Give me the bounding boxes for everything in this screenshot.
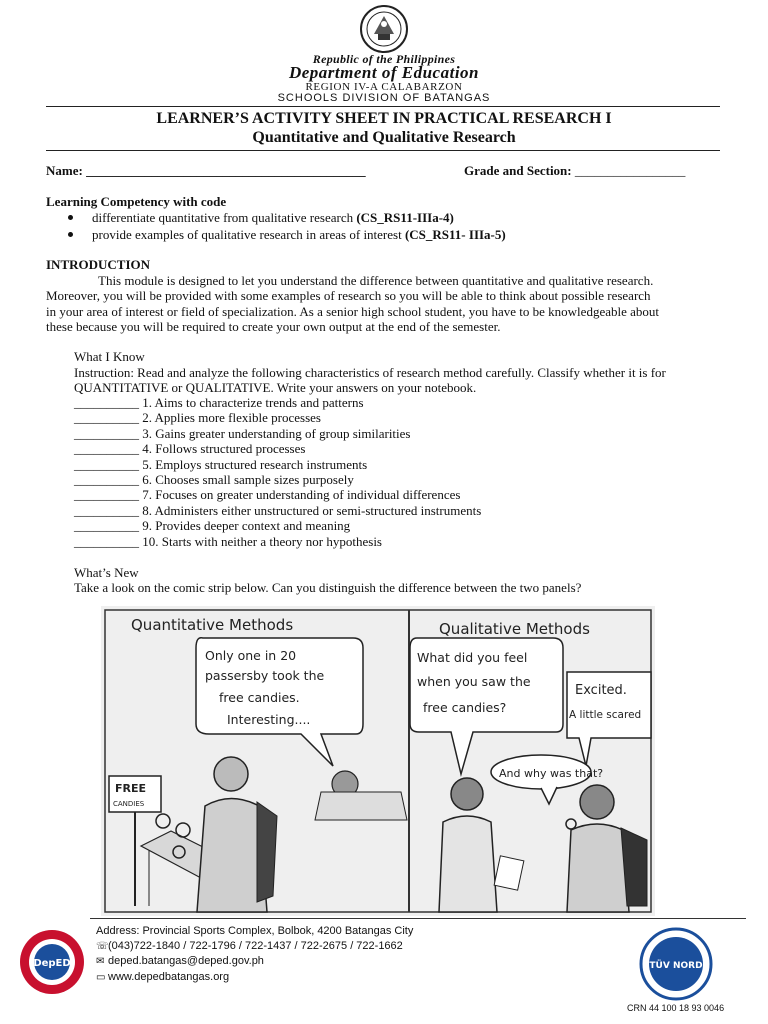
name-field[interactable] <box>46 163 366 178</box>
computer-icon: ▭ <box>96 971 106 983</box>
comic-right-bubble-line: free candies? <box>423 700 507 715</box>
division-seal-icon <box>18 928 86 996</box>
question-item: __________ 10. Starts with neither a theory nor hypothesis <box>74 533 382 549</box>
comic-sign-line: FREE <box>115 782 147 795</box>
footer-email-row[interactable] <box>96 954 413 970</box>
crn-number: CRN 44 100 18 93 0046 <box>627 1003 725 1013</box>
question-item: __________ 9. Provides deeper context and meaning <box>74 518 351 534</box>
comic-why-text: And why was that? <box>499 767 604 780</box>
question-item: __________ 3. Gains greater understanding of group similarities <box>74 425 411 441</box>
question-item: __________ 1. Aims to characterize trends and patterns <box>74 395 364 410</box>
footer-address: Address: Provincial Sports Complex, Bolbok, 4200 Batangas City <box>96 925 414 937</box>
what-i-know-heading: What I Know <box>74 349 145 364</box>
introduction-heading: INTRODUCTION <box>46 257 151 272</box>
question-item: __________ 5. Employs structured research instruments <box>74 456 368 472</box>
comic-left-bubble-line: Interesting.... <box>227 712 311 727</box>
iso-certification-icon <box>634 926 718 1002</box>
comic-left-bubble-line: free candies. <box>219 690 300 705</box>
question-item: __________ 8. Administers either unstructured or semi-structured instruments <box>74 502 482 518</box>
competency-heading: Learning Competency with code <box>46 194 227 209</box>
question-item: __________ 6. Chooses small sample sizes purposely <box>74 471 354 487</box>
comic-left-bubble-line: passersby took the <box>205 668 325 683</box>
grade-label: Grade and Section: <box>464 163 572 178</box>
title-divider <box>46 150 720 151</box>
question-list <box>74 395 481 549</box>
whats-new-text: Take a look on the comic strip below. Can you distinguish the difference between the two panels? <box>74 580 582 595</box>
cert-logo-text: TÜV NORD <box>649 961 703 971</box>
footer-phone-row <box>96 939 413 955</box>
introduction-paragraph: This module is designed to let you understand the difference between quantitative and qualitative research. Moreover, you will be provided with some examples of research so you will be able to think about possible research in your area of interest or field of specialization. As a senior high school student, you have to be knowledgeable about these because you will be required to create your own output at the end of the semester. <box>46 273 659 335</box>
footer-divider <box>90 918 746 919</box>
footer-website-row[interactable] <box>96 970 413 986</box>
email-icon: ✉ <box>96 956 105 967</box>
comic-excited-text: Excited. <box>575 683 627 698</box>
header-divider <box>46 106 720 107</box>
comic-sign-line: CANDIES <box>113 800 145 808</box>
republic-label: Republic of the Philippines <box>312 52 456 66</box>
whats-new-heading: What’s New <box>74 565 139 580</box>
grade-blank: _________________ <box>574 163 686 178</box>
question-item: __________ 2. Applies more flexible processes <box>74 410 321 426</box>
instruction-paragraph: Instruction: Read and analyze the following characteristics of research method carefully. Classify whether it is for QUANTITATIVE or QUALITATIVE. Write your answers on your notebook. <box>74 365 666 396</box>
deped-logo-text: DepED <box>33 958 71 969</box>
comic-strip-image <box>101 606 655 916</box>
region-label: REGION IV-A CALABARZON <box>305 81 463 93</box>
comic-right-bubble-line: What did you feel <box>417 650 528 665</box>
phone-icon: ☏ <box>96 940 109 952</box>
division-label: SCHOOLS DIVISION OF BATANGAS <box>277 92 491 104</box>
comic-left-bubble-line: Only one in 20 <box>205 648 297 663</box>
bullet-icon <box>68 215 73 220</box>
deped-seal-icon <box>352 4 416 54</box>
comic-right-bubble-line: when you saw the <box>417 674 531 689</box>
department-label: Department of Education <box>288 63 479 82</box>
question-item: __________ 7. Focuses on greater understanding of individual differences <box>74 487 461 503</box>
name-blank: ___________________________________________ <box>86 163 366 178</box>
footer-website: www.depedbatangas.org <box>108 970 230 983</box>
comic-right-title: Qualitative Methods <box>439 620 590 638</box>
comic-scared-text: A little scared <box>569 709 642 721</box>
footer-phone: (043)722-1840 / 722-1796 / 722-1437 / 722-2675 / 722-1662 <box>108 939 403 952</box>
bullet-icon <box>68 232 73 237</box>
footer-email: deped.batangas@deped.gov.ph <box>108 955 264 967</box>
comic-left-title: Quantitative Methods <box>131 616 294 634</box>
footer-contact <box>96 924 413 985</box>
question-item: __________ 4. Follows structured processes <box>74 441 306 457</box>
grade-section-field[interactable] <box>464 163 685 178</box>
page-title: LEARNER’S ACTIVITY SHEET IN PRACTICAL RESEARCH I <box>156 110 612 127</box>
name-label: Name: <box>46 163 83 178</box>
page-subtitle: Quantitative and Qualitative Research <box>252 129 516 146</box>
